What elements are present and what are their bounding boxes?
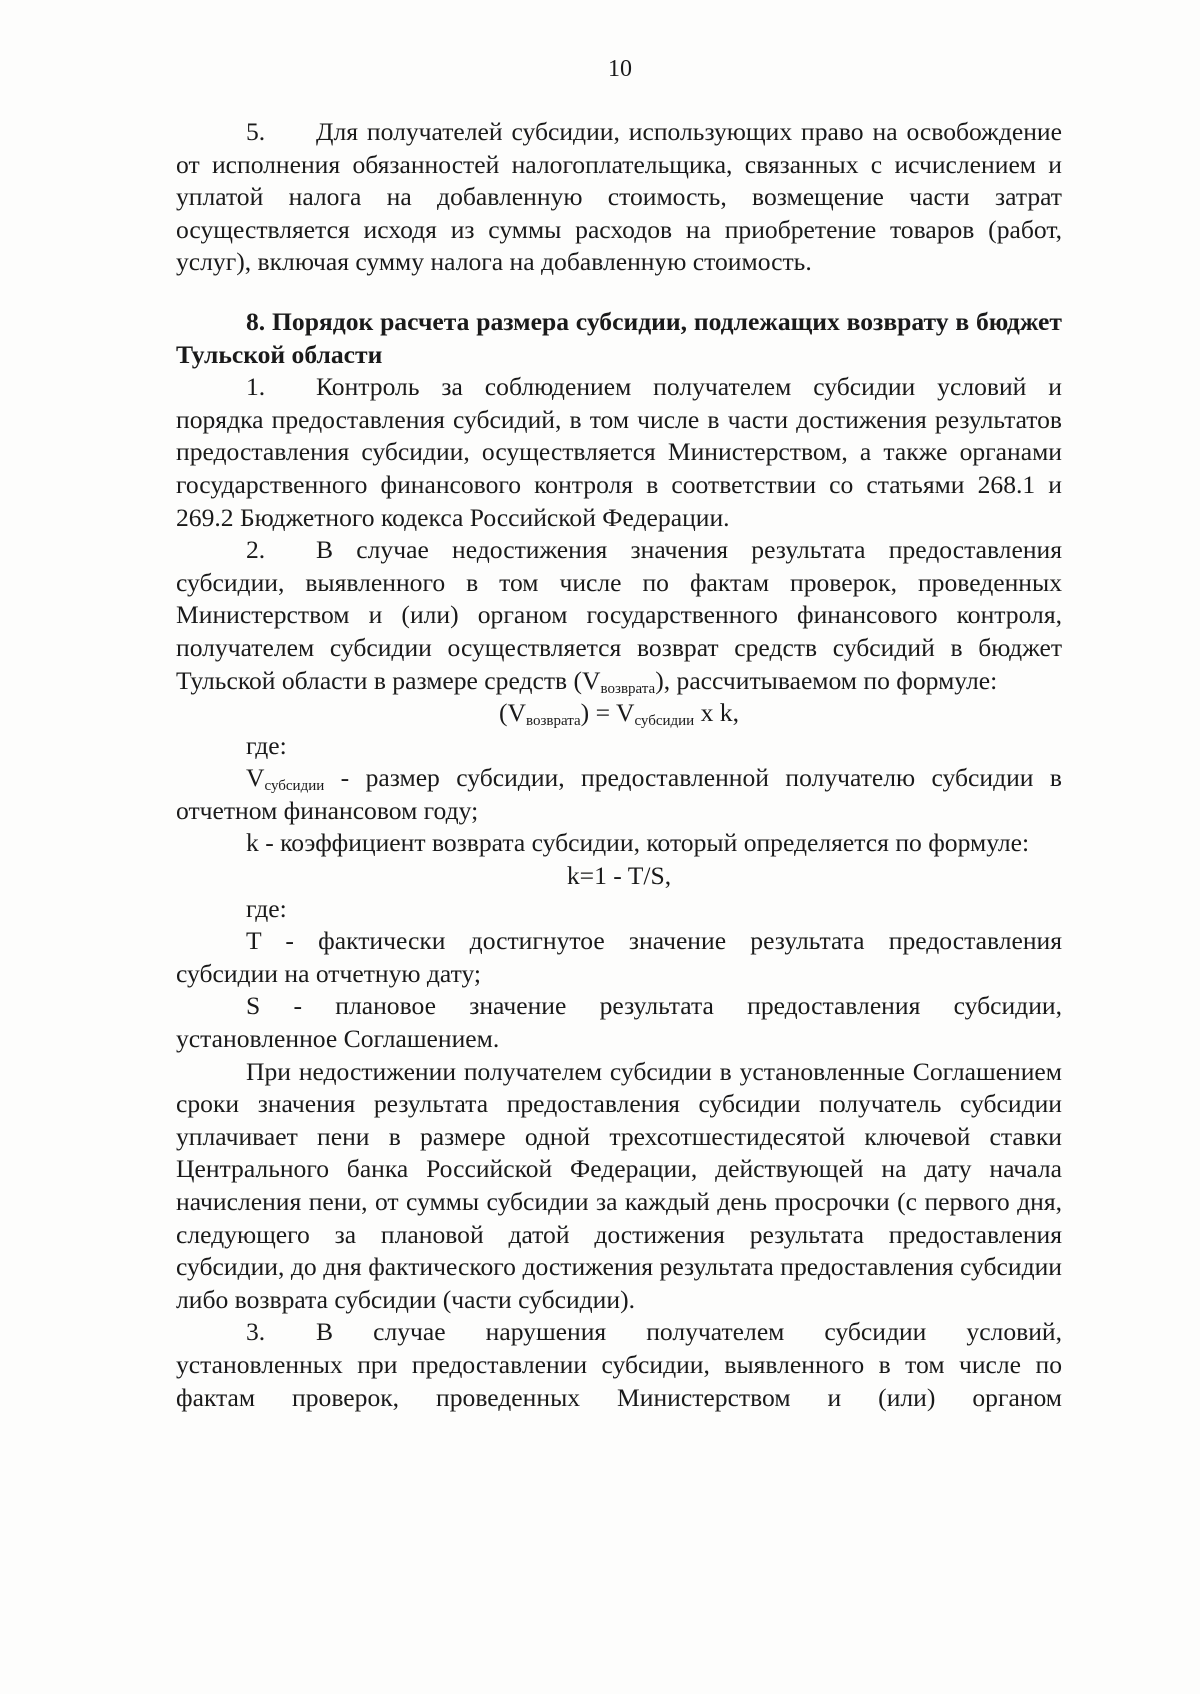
section-8-paragraph-2 [176, 534, 1062, 697]
paragraph-text: В случае нарушения получателем субсидии условий, установленных при предоставлении субсидии, выявленного в том числе по фактам проверок, проведенных Министерством и (или) органом [176, 1317, 1062, 1412]
section-8-title: 8. Порядок расчета размера субсидии, подлежащих возврату в бюджет Тульской области [176, 306, 1062, 369]
paragraph-text: Для получателей субсидии, использующих право на освобождение от исполнения обязанностей налогоплательщика, связанных с исчислением и уплатой налога на добавленную стоимость, возмещение части затрат осуществляется исходя из суммы расходов на приобретение товаров (работ, услуг), включая сумму налога на добавленную стоимость. [176, 117, 1062, 277]
s-definition: S - плановое значение результата предоставления субсидии, установленное Соглашением. [176, 991, 1062, 1054]
definition-text: - размер субсидии, предоставленной получателю субсидии в отчетном финансовом году; [176, 763, 1062, 825]
v-subsidy-definition [176, 762, 1062, 827]
where-label: где: [246, 730, 287, 760]
formula-part: ) = V [580, 698, 635, 728]
formula-part: x k, [694, 698, 739, 728]
where-label: где: [246, 893, 287, 923]
k-definition: k - коэффициент возврата субсидии, который определяется по формуле: [246, 828, 1030, 858]
paragraph-number: 3. [246, 1317, 266, 1347]
section-8-paragraph-3 [176, 1316, 1062, 1414]
paragraph-text: Контроль за соблюдением получателем субсидии условий и порядка предоставления субсидий, в том числе в части достижения результатов предоставления субсидии, осуществляется Министерством, а также органами государственного финансового контроля в соответствии со статьями 268.1 и 269.2 Бюджетного кодекса Российской Федерации. [176, 372, 1062, 532]
subscript: возврата [526, 713, 581, 730]
section-8-paragraph-1 [176, 371, 1062, 534]
page-number: 10 [608, 56, 632, 82]
paragraph-number: 1. [246, 372, 266, 402]
penalty-paragraph: При недостижении получателем субсидии в установленные Соглашением сроки значения результата предоставления субсидии получатель субсидии уплачивает пени в размере одной трехсотшестидесятой ключевой ставки Центрального банка Российской Федерации, действующей на дату начала начисления пени, от суммы субсидии за каждый день просрочки (с первого дня, следующего за плановой датой достижения результата предоставления субсидии, до дня фактического достижения результата предоставления субсидии либо возврата субсидии (части субсидии). [176, 1056, 1062, 1314]
symbol: V [246, 763, 265, 793]
return-amount-formula [176, 697, 1062, 730]
paragraph-5 [176, 116, 1062, 279]
document-body [176, 116, 1062, 1414]
paragraph-number: 5. [246, 117, 266, 146]
formula-part: (V [498, 698, 526, 728]
t-definition: T - фактически достигнутое значение результата предоставления субсидии на отчетную дату; [176, 926, 1062, 988]
paragraph-number: 2. [246, 535, 266, 565]
k-formula: k=1 - T/S, [566, 861, 672, 891]
subscript: возврата [600, 680, 656, 697]
subscript: субсидии [634, 713, 695, 730]
paragraph-text-tail: ), рассчитываемом по формуле: [655, 665, 998, 695]
paragraph-text: В случае недостижения значения результата предоставления субсидии, выявленного в том числе по фактам проверок, проведенных Министерством и (или) органом государственного финансового контроля, получателем субсидии осуществляется возврат средств субсидий в бюджет Тульской области в размере средств (V [176, 535, 1062, 695]
subscript: субсидии [264, 778, 325, 795]
